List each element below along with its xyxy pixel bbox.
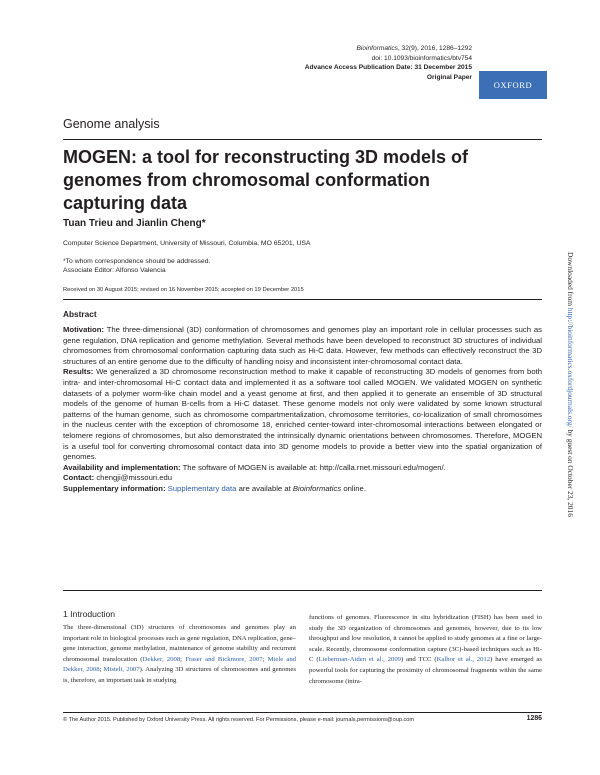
ref-link[interactable]: Kalhor et al., 2012 <box>436 656 491 664</box>
advance-access: Advance Access Publication Date: 31 December 2015 <box>304 64 472 72</box>
affiliation: Computer Science Department, University of Missouri, Columbia, MO 65201, USA <box>63 240 311 247</box>
journal-name: Bioinformatics <box>356 45 398 52</box>
section-label: Genome analysis <box>63 117 160 131</box>
supplementary-link[interactable]: Supplementary data <box>167 483 237 493</box>
divider <box>63 590 542 591</box>
ref-link[interactable]: Miele and Dekker, 2008 <box>63 655 297 674</box>
paper-title: MOGEN: a tool for reconstructing 3D models of genomes from chromosomal conformation capturing data <box>63 147 469 213</box>
ref-link[interactable]: Lieberman-Aiden et al., 2009 <box>318 656 402 664</box>
abstract-availability: Availability and implementation: The software of MOGEN is available at: http://calla.rnet.missouri.edu/mogen/. <box>63 462 446 472</box>
notes <box>63 257 210 275</box>
journal-meta <box>305 44 472 82</box>
article-type: Original Paper <box>426 73 472 81</box>
oxford-logo: OXFORD <box>479 71 547 99</box>
abstract-supplementary: Supplementary information: Supplementary data are available at Bioinformatics online. <box>63 483 366 493</box>
copyright: © The Author 2015. Published by Oxford University Press. All rights reserved. For Permissions, please e-mail: journals.permissions@oup.com <box>63 717 415 723</box>
page-number: 1286 <box>526 715 542 722</box>
abstract-heading: Abstract <box>63 309 97 319</box>
ref-link[interactable]: Misteli, 2007 <box>103 666 140 674</box>
download-note: Downloaded from http://bioinformatics.oxfordjournals.org/ by guest on October 23, 2016 <box>566 252 575 517</box>
corresponding-note: *To whom correspondence should be addressed. <box>63 258 211 265</box>
intro-heading: 1 Introduction <box>63 609 116 619</box>
associate-editor: Associate Editor: Alfonso Valencia <box>63 267 166 274</box>
received-dates: Received on 30 August 2015; revised on 16 November 2015; accepted on 19 December 2015 <box>63 287 304 293</box>
footer-divider <box>63 712 542 713</box>
divider <box>63 299 542 300</box>
intro-left-column: The three-dimensional (3D) structures of chromosomes and genomes play an important role in biological processes such as gene regulation, DNA replication, gene–gene interaction, genome methylation, maintenance of genome stability and recurrent chromosomal translocation (Dekker, 2008; Fraser and Bickmore, 2007; Miele and Dekker, 2008; Misteli, 2007). Analyzing 3D structures of chromosomes and genomes is, therefore, an important task in studying <box>63 624 297 684</box>
citation: , 32(9), 2016, 1286–1292 <box>397 45 472 52</box>
doi[interactable]: doi: 10.1093/bioinformatics/btv754 <box>371 54 472 62</box>
divider <box>63 139 542 140</box>
abstract-motivation: Motivation: The three-dimensional (3D) conformation of chromosomes and genomes play an important role in cellular processes such as gene regulation, DNA replication and genome methylation. Several methods have been developed to reconstruct 3D structures of individual chromosomes from chromosomal conformation capturing data such as Hi-C data. However, few methods can effectively reconstruct the 3D structures of an entire genome due to the difficulty of handling noisy and inconsistent inter-chromosomal contact data. <box>63 325 542 366</box>
authors: Tuan Trieu and Jianlin Cheng* <box>63 218 206 229</box>
ref-link[interactable]: Fraser and Bickmore, 2007 <box>185 655 263 663</box>
ref-link[interactable]: Dekker, 2008 <box>142 655 181 663</box>
abstract-results: Results: We generalized a 3D chromosome reconstruction method to make it capable of reconstructing 3D models of genomes from both intra- and inter-chromosomal Hi-C contact data and implemented it as a software tool called MOGEN. We validated MOGEN on synthetic datasets of a polymer worm-like chain model and a yeast genome at first, and then applied it to generate an ensemble of 3D structural models of the genome of human B-cells from a Hi-C dataset. These genome models not only were validated by some known structural patterns of the human genome, such as chromosome compartmentalization, chromosome territories, co-localization of small chromosomes in the nucleus center with the exception of chromosome 18, enriched center-toward inter-chromosomal interactions between elongated or telomere regions of chromosomes, but also demonstrated the intrinsically dynamic orientations between chromosomes. Therefore, MOGEN is a useful tool for converting chromosomal contact data into 3D genome models to provide a better view into the spatial organization of genomes. <box>63 367 543 462</box>
abstract-body <box>63 325 542 495</box>
download-link[interactable]: http://bioinformatics.oxfordjournals.org/ <box>566 307 575 428</box>
abstract-contact: Contact: chengji@missouri.edu <box>63 473 173 483</box>
intro-right-column: functions of genomes. Fluorescence in situ hybridization (FISH) has been used to study the 3D organization of chromosomes and genomes, however, due to its low throughput and low resolution, it cannot be applied to study genomes at a fine or large-scale. Recently, chromosome conformation capture (3C)-based techniques such as Hi-C (Lieberman-Aiden et al., 2009) and TCC (Kalhor et al., 2012) have emerged as powerful tools for capturing the proximity of chromosomal fragments within the same chromosome (intra- <box>309 614 542 685</box>
